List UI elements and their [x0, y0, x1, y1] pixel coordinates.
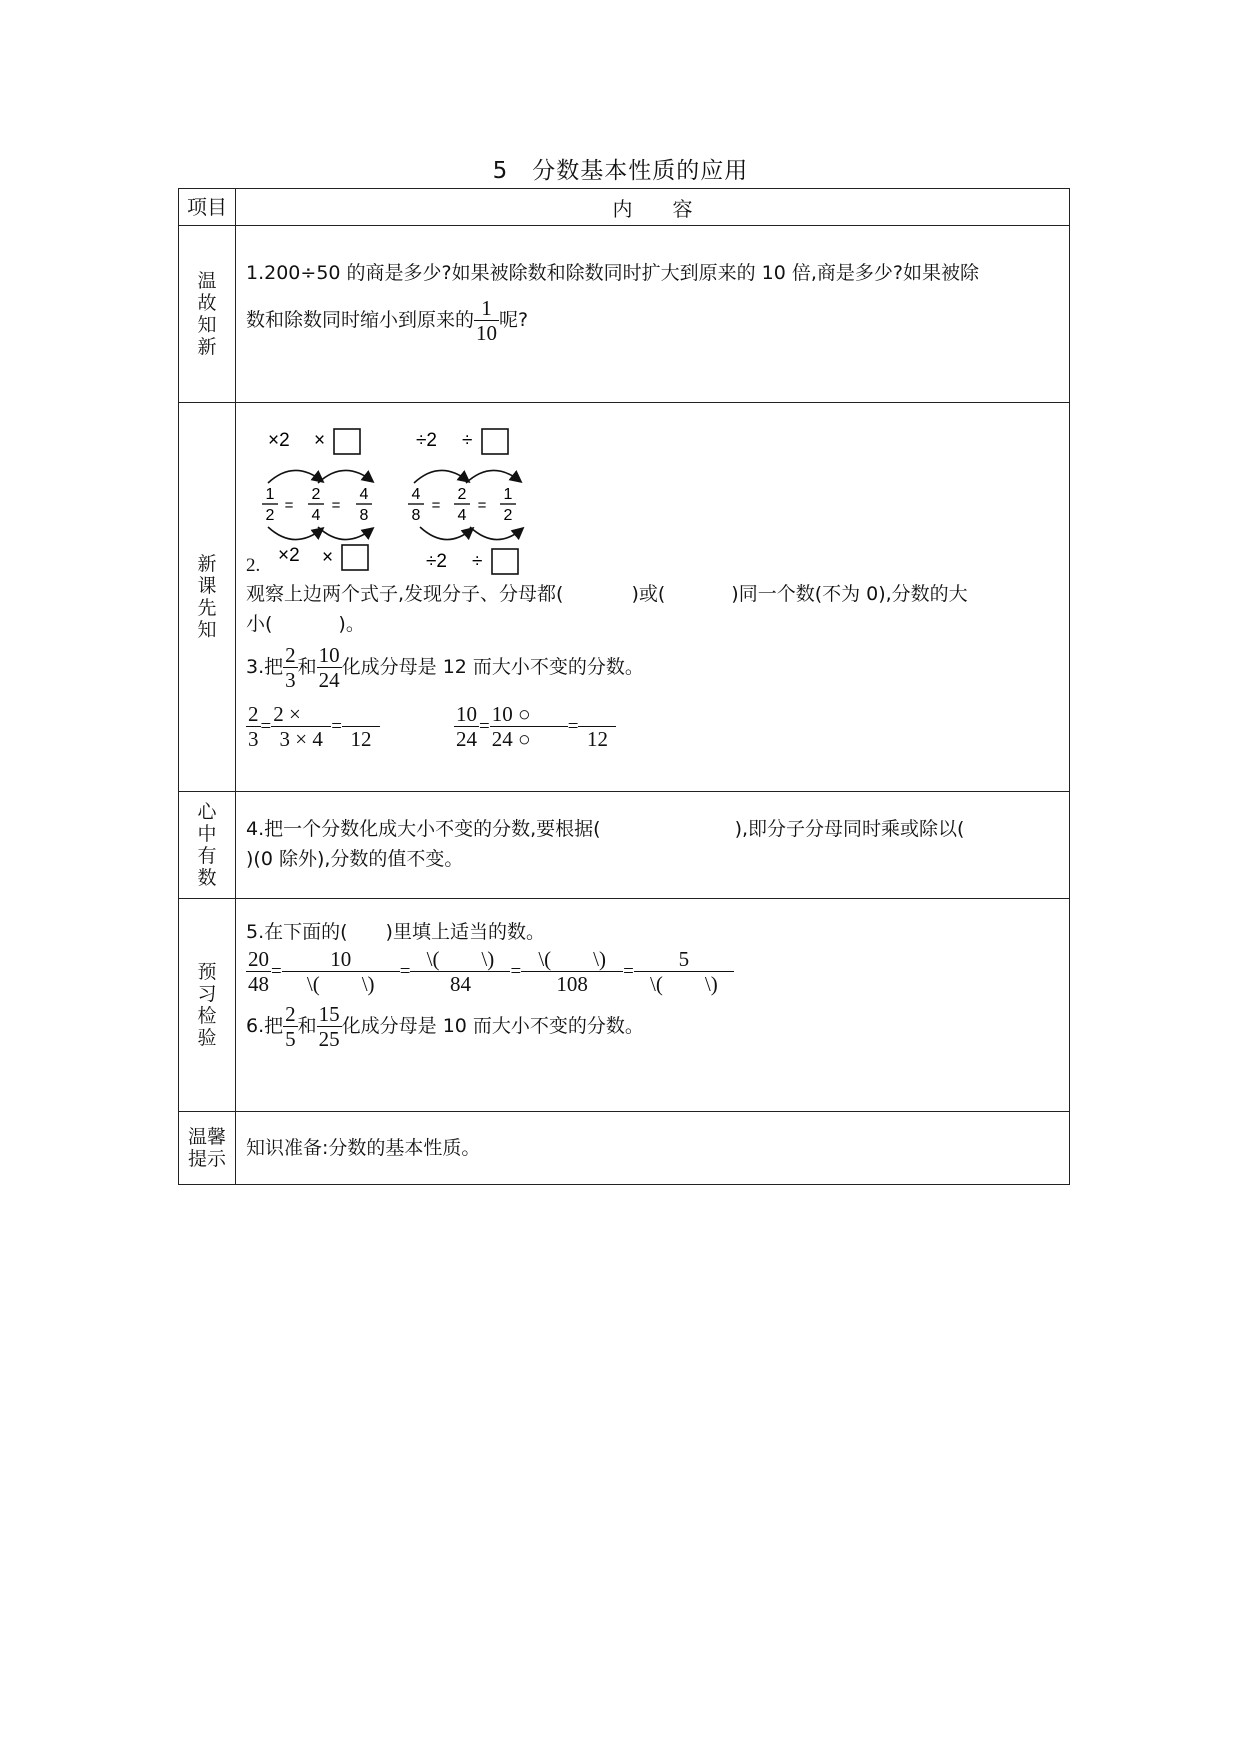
fraction-property-figure: [256, 403, 676, 579]
mul-bot-label-2: ×: [322, 547, 334, 568]
arrow-icon: [420, 527, 472, 540]
fraction-one-tenth: $\frac{1}{10}$: [476, 296, 498, 345]
q5-equation: $\frac{20}{48}$ = $\frac{10}{\backslash( \backslash)}$ = $\frac{\backslash( \backslash)}{84}$ = $\frac{\backslash( \backslash)}{108}$ = $\frac{5}{\backslash( \backslash)}$: [246, 947, 1059, 996]
frac-den: 2: [265, 507, 275, 524]
arrow-icon: [318, 527, 372, 540]
blank-box-icon: [342, 545, 368, 570]
div-bot-label-2: ÷: [472, 551, 483, 572]
arrow-icon: [268, 527, 322, 540]
frac-den: 2: [503, 507, 513, 524]
header-item: 项目: [179, 189, 236, 226]
q2-line2: 小( )。: [246, 613, 365, 635]
header-content: 内 容: [236, 189, 1070, 226]
q4-line2: )(0 除外),分数的值不变。: [246, 848, 464, 870]
arrow-icon: [268, 470, 322, 483]
content-mind: [236, 792, 1070, 899]
div-bot-label: ÷2: [426, 551, 447, 572]
div-top-label: ÷2: [416, 430, 437, 451]
section-mind: [179, 792, 1070, 899]
arrow-icon: [470, 527, 522, 540]
blank-box-icon: [482, 429, 508, 454]
answer-blank[interactable]: [342, 702, 380, 727]
svg-text:=: =: [477, 497, 487, 514]
frac-den: 4: [457, 507, 467, 524]
q3-line: 3.把 $\frac{2}{3}$ 和 $\frac{10}{24}$ 化成分母是 12 而大小不变的分数。: [246, 643, 644, 692]
label-review: 温故知新: [179, 226, 236, 403]
answer-blank[interactable]: \( \): [306, 972, 375, 996]
q5-line: 5.在下面的( )里填上适当的数。: [246, 921, 545, 943]
q2-line1: 观察上边两个式子,发现分子、分母都( )或( )同一个数(不为 0),分数的大: [246, 583, 968, 605]
answer-blank[interactable]: [578, 702, 616, 727]
frac-num: 1: [503, 486, 513, 503]
svg-text:=: =: [284, 497, 294, 514]
content-check: [236, 899, 1070, 1112]
answer-blank[interactable]: \( \): [650, 972, 718, 996]
q1-line1: 1.200÷50 的商是多少?如果被除数和除数同时扩大到原来的 10 倍,商是多少?如果被除: [246, 262, 979, 284]
q2-number: 2.: [246, 555, 261, 576]
mul-top-label-2: ×: [314, 430, 326, 451]
equation-2: $\frac{10}{24}$ = $\frac{10 ○}{24 ○}$ = 12: [454, 715, 616, 737]
label-preview: 新课先知: [179, 403, 236, 792]
frac-num: 4: [359, 486, 369, 503]
label-tip: 温馨提示: [179, 1112, 236, 1185]
frac-den: 4: [311, 507, 321, 524]
q1-line2: 数和除数同时缩小到原来的 $\frac{1}{10}$ 呢?: [246, 296, 529, 345]
blank-box-icon: [492, 549, 518, 574]
frac-num: 1: [265, 486, 275, 503]
section-preview: [179, 403, 1070, 792]
page-title: 5 分数基本性质的应用: [492, 158, 749, 184]
arrow-icon: [466, 470, 520, 483]
worksheet-table: [178, 188, 1070, 1185]
section-review: [179, 226, 1070, 403]
frac-den: 8: [359, 507, 369, 524]
content-review: [236, 226, 1070, 403]
content-preview: [236, 403, 1070, 792]
mul-top-label: ×2: [268, 430, 290, 451]
content-tip: [236, 1112, 1070, 1185]
label-mind: 心中有数: [179, 792, 236, 899]
frac-num: 2: [457, 486, 467, 503]
frac-den: 8: [411, 507, 421, 524]
frac-num: 4: [411, 486, 421, 503]
arrow-icon: [318, 470, 372, 483]
q4-line1: 4.把一个分数化成大小不变的分数,要根据( ),即分子分母同时乘或除以(: [246, 818, 965, 840]
mul-bot-label: ×2: [278, 545, 300, 566]
svg-text:=: =: [431, 497, 441, 514]
frac-num: 2: [311, 486, 321, 503]
div-top-label-2: ÷: [462, 430, 473, 451]
section-check: [179, 899, 1070, 1112]
section-tip: [179, 1112, 1070, 1185]
equation-1: $\frac{2}{3}$ = $\frac{2 \times}{3 \times 4}$ = 12: [246, 715, 380, 737]
tip-text: 知识准备:分数的基本性质。: [246, 1137, 481, 1159]
label-check: 预习检验: [179, 899, 236, 1112]
q6-line: 6.把 $\frac{2}{5}$ 和 $\frac{15}{25}$ 化成分母是 10 而大小不变的分数。: [246, 1002, 644, 1051]
q3-equations: [246, 702, 1059, 751]
table-header-row: [179, 189, 1070, 226]
svg-text:=: =: [331, 497, 341, 514]
answer-blank[interactable]: \( \): [521, 947, 623, 972]
answer-blank[interactable]: \( \): [410, 947, 510, 972]
blank-box-icon: [334, 429, 360, 454]
arrow-icon: [414, 470, 468, 483]
